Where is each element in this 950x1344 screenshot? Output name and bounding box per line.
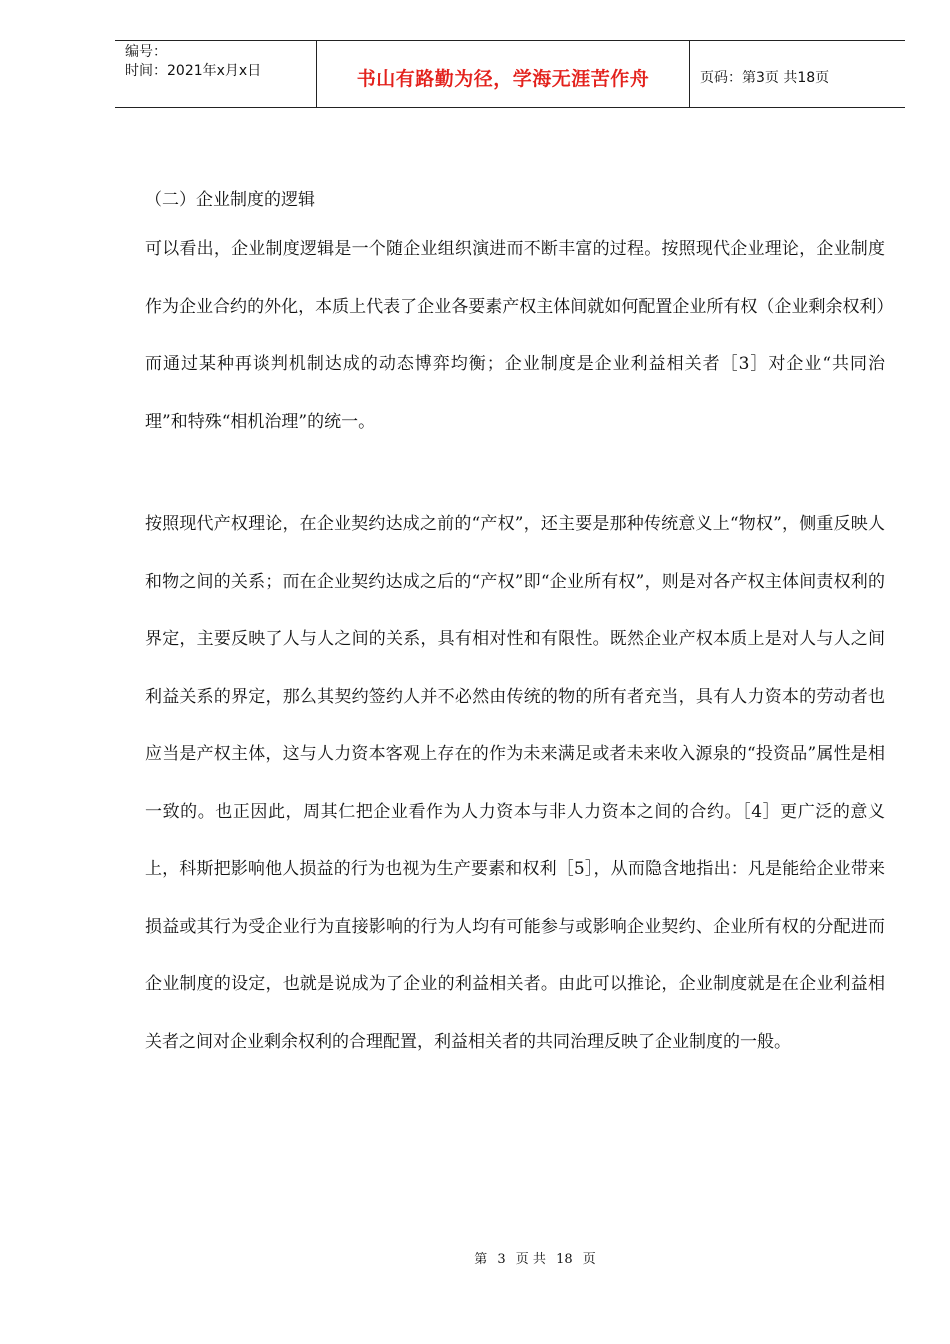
document-body xyxy=(145,186,885,1071)
section-title: （二）企业制度的逻辑 xyxy=(145,190,315,210)
paragraph-2: 按照现代产权理论，在企业契约达成之前的“产权”，还主要是那种传统意义上“物权”，侧重反映人和物之间的关系；而在企业契约达成之后的“产权”即“企业所有权”，则是对各产权主体间责权利的界定，主要反映了人与人之间的关系，具有相对性和有限性。既然企业产权本质上是对人与人之间利益关系的界定，那么其契约签约人并不必然由传统的物的所有者充当，具有人力资本的劳动者也应当是产权主体，这与人力资本客观上存在的作为未来满足或者未来收入源泉的“投资品”属性是相一致的。也正因此，周其仁把企业看作为人力资本与非人力资本之间的合约。［4］更广泛的意义上，科斯把影响他人损益的行为也视为生产要素和权利［5］，从而隐含地指出：凡是能给企业带来损益或其行为受企业行为直接影响的行为人均有可能参与或影响企业契约、企业所有权的分配进而企业制度的设定，也就是说成为了企业的利益相关者。由此可以推论，企业制度就是在企业利益相关者之间对企业剩余权利的合理配置，利益相关者的共同治理反映了企业制度的一般。 xyxy=(145,514,885,1052)
header-meta-cell xyxy=(115,41,317,107)
footer-page-number: 3 xyxy=(497,1252,506,1267)
header-page-info: 页码：第3页 共18页 xyxy=(700,70,830,86)
document-header xyxy=(115,40,905,108)
header-motto: 书山有路勤为径，学海无涯苦作舟 xyxy=(356,67,650,90)
footer-page-total: 18 xyxy=(556,1252,573,1267)
paragraph-gap xyxy=(145,451,885,496)
header-motto-cell xyxy=(317,41,690,107)
footer-page-suffix: 页 xyxy=(582,1252,596,1267)
page-footer xyxy=(0,1248,950,1267)
document-number-label: 编号： xyxy=(125,44,167,60)
document-date-label: 时间：2021年x月x日 xyxy=(125,63,262,79)
footer-page-mid: 页 共 xyxy=(515,1252,546,1267)
paragraph-1: 可以看出，企业制度逻辑是一个随企业组织演进而不断丰富的过程。按照现代企业理论，企业制度作为企业合约的外化，本质上代表了企业各要素产权主体间就如何配置企业所有权（企业剩余权利）而通过某种再谈判机制达成的动态博弈均衡；企业制度是企业利益相关者［3］对企业“共同治理”和特殊“相机治理”的统一。 xyxy=(145,239,885,432)
footer-page-prefix: 第 xyxy=(474,1252,488,1267)
header-page-cell xyxy=(690,41,905,107)
